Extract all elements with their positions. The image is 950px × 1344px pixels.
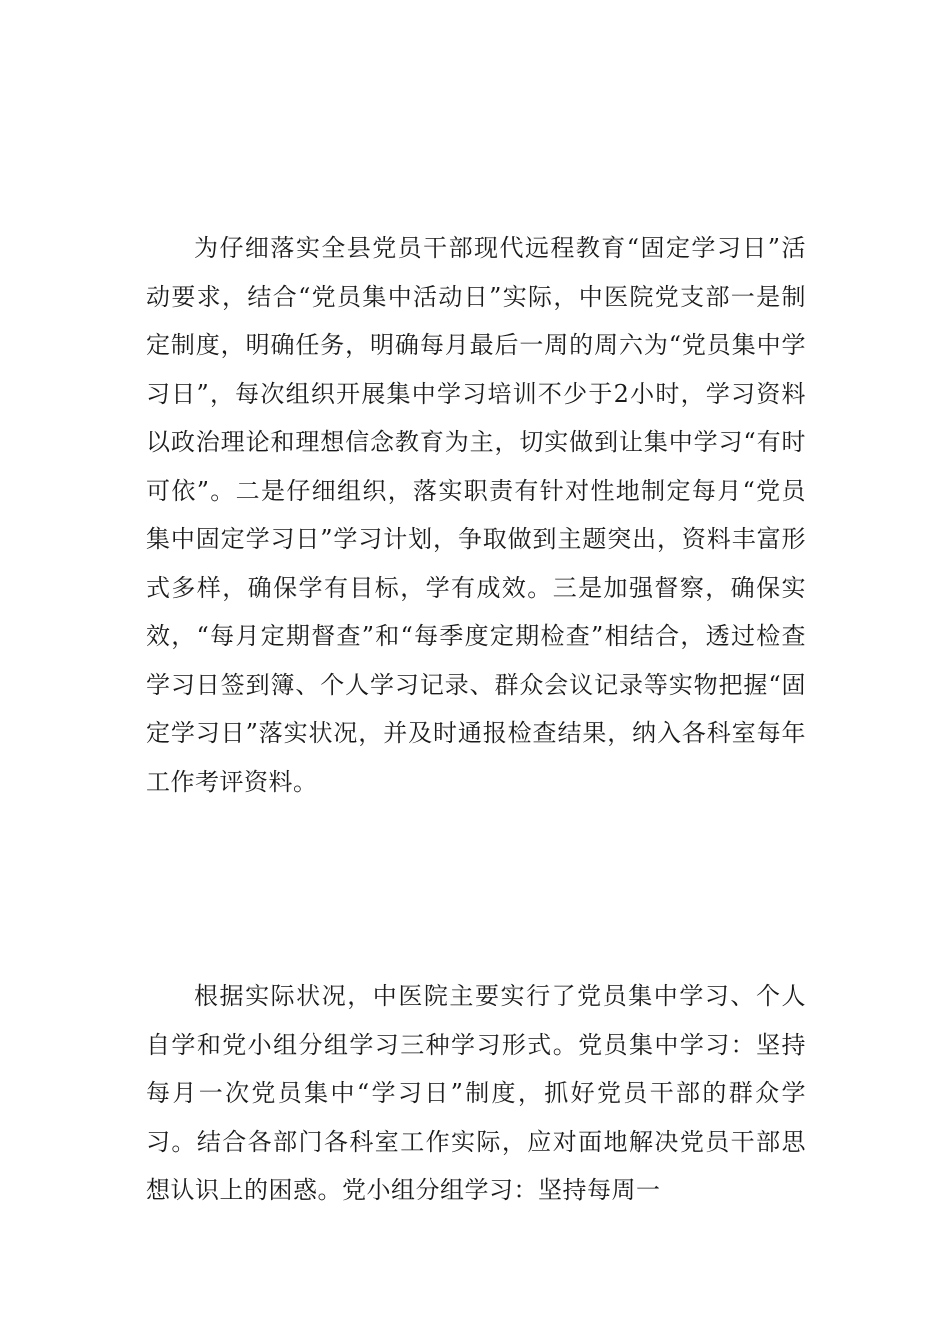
body-paragraph: 为仔细落实全县党员干部现代远程教育“固定学习日”活动要求，结合“党员集中活动日”实际，中医院党支部一是制定制度，明确任务，明确每月最后一周的周六为“党员集中学习日”，每次组织开展集中学习培训不少于2小时，学习资料以政治理论和理想信念教育为主，切实做到让集中学习“有时可依”。二是仔细组织，落实职责有针对性地制定每月“党员集中固定学习日”学习计划，争取做到主题突出，资料丰富形式多样，确保学有目标，学有成效。三是加强督察，确保实效，“每月定期督查”和“每季度定期检查”相结合，透过检查学习日签到簿、个人学习记录、群众会议记录等实物把握“固定学习日”落实状况，并及时通报检查结果，纳入各科室每年工作考评资料。 <box>146 234 806 796</box>
body-paragraph: 根据实际状况，中医院主要实行了党员集中学习、个人自学和党小组分组学习三种学习形式。党员集中学习：坚持每月一次党员集中“学习日”制度，抓好党员干部的群众学习。结合各部门各科室工作实际，应对面地解决党员干部思想认识上的困惑。党小组分组学习：坚持每周一 <box>146 982 806 1204</box>
